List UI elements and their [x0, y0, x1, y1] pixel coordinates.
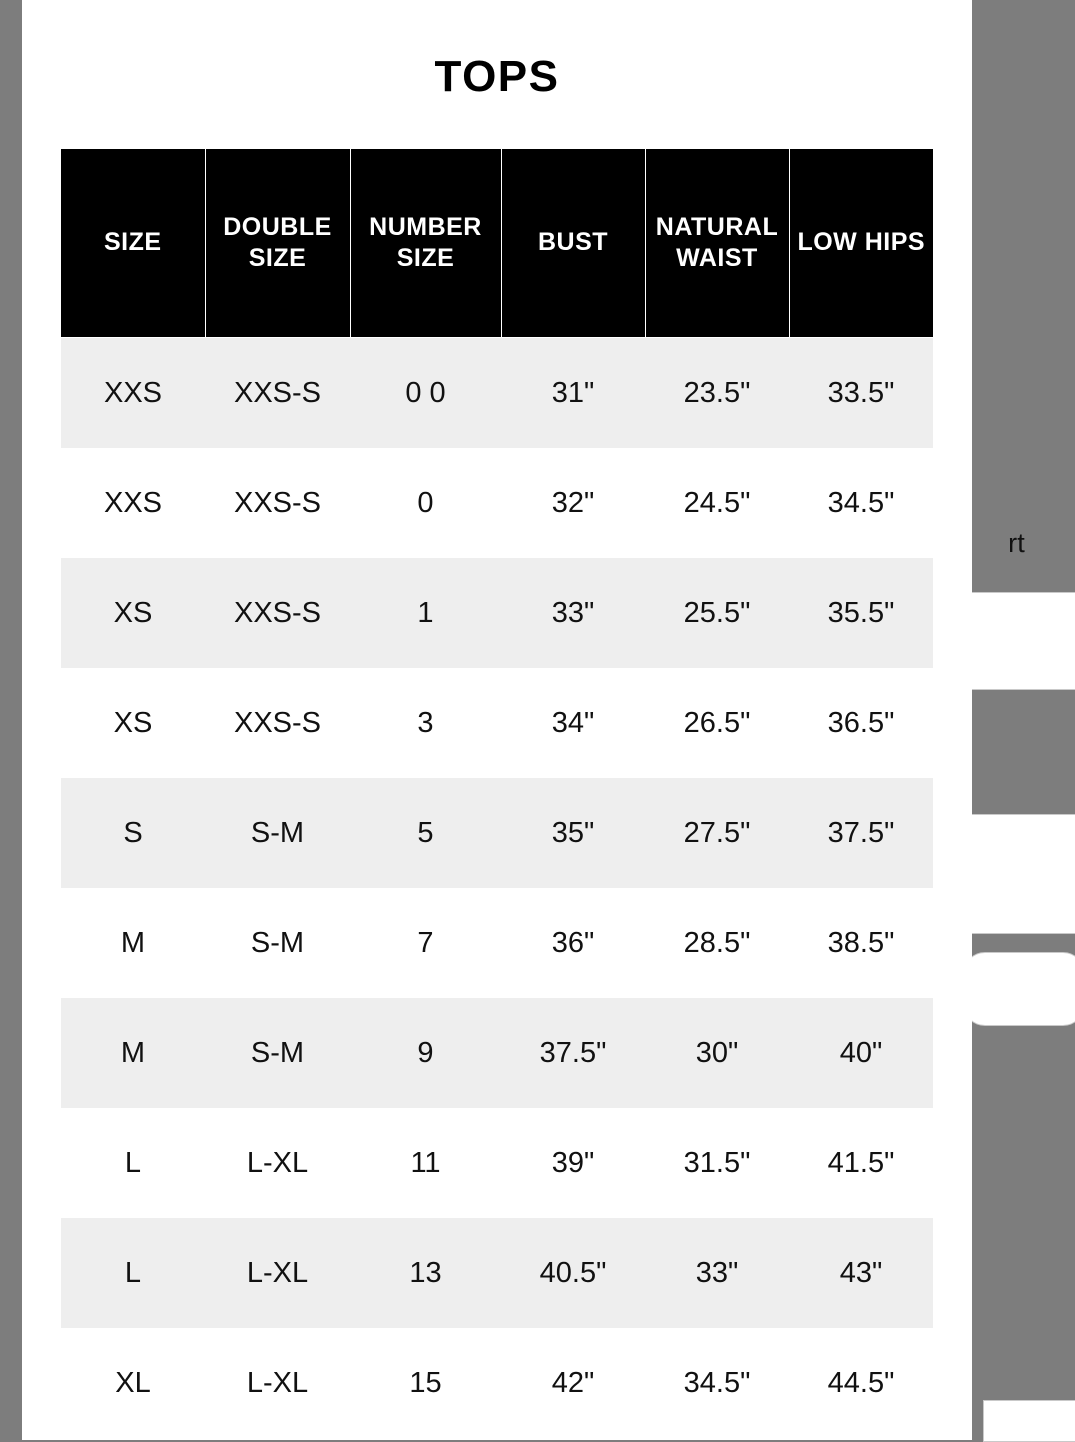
- cell-size: S: [61, 778, 205, 888]
- background-panel-4: [983, 1400, 1075, 1442]
- table-row: [61, 888, 933, 998]
- column-header-low-hips: LOW HIPS: [789, 149, 933, 338]
- cell-number-size: 1: [350, 558, 501, 668]
- table-body: [61, 338, 933, 1439]
- cell-natural-waist: 25.5": [645, 558, 789, 668]
- page-title: TOPS: [434, 52, 560, 101]
- cell-number-size: 7: [417, 926, 434, 959]
- cell-bust: 36": [551, 926, 595, 959]
- cell-natural-waist: 27.5": [645, 778, 789, 888]
- cell-double-size: L-XL: [205, 1218, 350, 1328]
- cell-low-hips: 37.5": [789, 778, 933, 888]
- cell-bust: 42": [551, 1366, 595, 1399]
- cell-bust: 32": [551, 486, 595, 519]
- size-chart-table: [61, 148, 933, 1438]
- cell-double-size: L-XL: [246, 1366, 309, 1399]
- cell-natural-waist: 33": [645, 1218, 789, 1328]
- cell-double-size: S-M: [205, 778, 350, 888]
- cell-low-hips: 34.5": [827, 486, 895, 519]
- background-partial-text: rt: [1008, 528, 1025, 558]
- column-header-bust: BUST: [501, 149, 645, 338]
- background-panel-2: [963, 814, 1075, 934]
- cell-double-size: S-M: [205, 998, 350, 1108]
- table-row: [61, 1108, 933, 1218]
- cell-number-size: 0 0: [350, 338, 501, 449]
- cell-natural-waist: 26.5": [683, 706, 751, 739]
- cell-number-size: 13: [350, 1218, 501, 1328]
- cell-bust: 34": [551, 706, 595, 739]
- table-row: [61, 998, 933, 1108]
- cell-number-size: 0: [417, 486, 434, 519]
- cell-low-hips: 44.5": [827, 1366, 895, 1399]
- cell-low-hips: 41.5": [827, 1146, 895, 1179]
- column-header-number-size: NUMBER SIZE: [350, 149, 501, 338]
- background-panel-1: [963, 592, 1075, 690]
- size-chart-modal: [22, 0, 972, 1440]
- cell-size: XXS: [103, 486, 163, 519]
- cell-size: XS: [61, 558, 205, 668]
- table-header: [61, 149, 933, 338]
- cell-bust: 33": [501, 558, 645, 668]
- cell-low-hips: 35.5": [789, 558, 933, 668]
- cell-natural-waist: 31.5": [683, 1146, 751, 1179]
- cell-number-size: 9: [350, 998, 501, 1108]
- size-table-container: [61, 102, 933, 1438]
- cell-low-hips: 33.5": [789, 338, 933, 449]
- table-row: [61, 558, 933, 668]
- cell-size: M: [61, 998, 205, 1108]
- cell-bust: 37.5": [501, 998, 645, 1108]
- cell-double-size: XXS-S: [205, 558, 350, 668]
- cell-size: XS: [113, 706, 153, 739]
- cell-natural-waist: 23.5": [645, 338, 789, 449]
- cell-bust: 35": [501, 778, 645, 888]
- cell-size: XL: [115, 1366, 151, 1399]
- cell-double-size: L-XL: [246, 1146, 309, 1179]
- column-header-natural-waist: NATURAL WAIST: [645, 149, 789, 338]
- cell-low-hips: 40": [789, 998, 933, 1108]
- table-row: [61, 1328, 933, 1438]
- cell-bust: 40.5": [501, 1218, 645, 1328]
- cell-number-size: 3: [417, 706, 434, 739]
- table-row: [61, 668, 933, 778]
- cell-low-hips: 38.5": [827, 926, 895, 959]
- table-row: [61, 1218, 933, 1328]
- cell-size: XXS: [61, 338, 205, 449]
- cell-double-size: XXS-S: [233, 706, 322, 739]
- cell-size: L: [124, 1146, 142, 1179]
- cell-natural-waist: 28.5": [683, 926, 751, 959]
- cell-double-size: XXS-S: [233, 486, 322, 519]
- cell-low-hips: 43": [789, 1218, 933, 1328]
- cell-natural-waist: 30": [645, 998, 789, 1108]
- column-header-size: SIZE: [61, 149, 205, 338]
- cell-low-hips: 36.5": [827, 706, 895, 739]
- cell-bust: 31": [501, 338, 645, 449]
- cell-number-size: 5: [350, 778, 501, 888]
- cell-number-size: 11: [410, 1146, 441, 1179]
- cell-natural-waist: 34.5": [683, 1366, 751, 1399]
- cell-size: L: [61, 1218, 205, 1328]
- table-row: [61, 448, 933, 558]
- table-row: [61, 338, 933, 449]
- cell-number-size: 15: [409, 1366, 442, 1399]
- table-row: [61, 778, 933, 888]
- cell-double-size: S-M: [250, 926, 305, 959]
- cell-size: M: [120, 926, 146, 959]
- cell-double-size: XXS-S: [205, 338, 350, 449]
- cell-natural-waist: 24.5": [683, 486, 751, 519]
- cell-bust: 39": [551, 1146, 595, 1179]
- column-header-double-size: DOUBLE SIZE: [205, 149, 350, 338]
- background-panel-3: [963, 952, 1075, 1026]
- table-header-row: [61, 149, 933, 338]
